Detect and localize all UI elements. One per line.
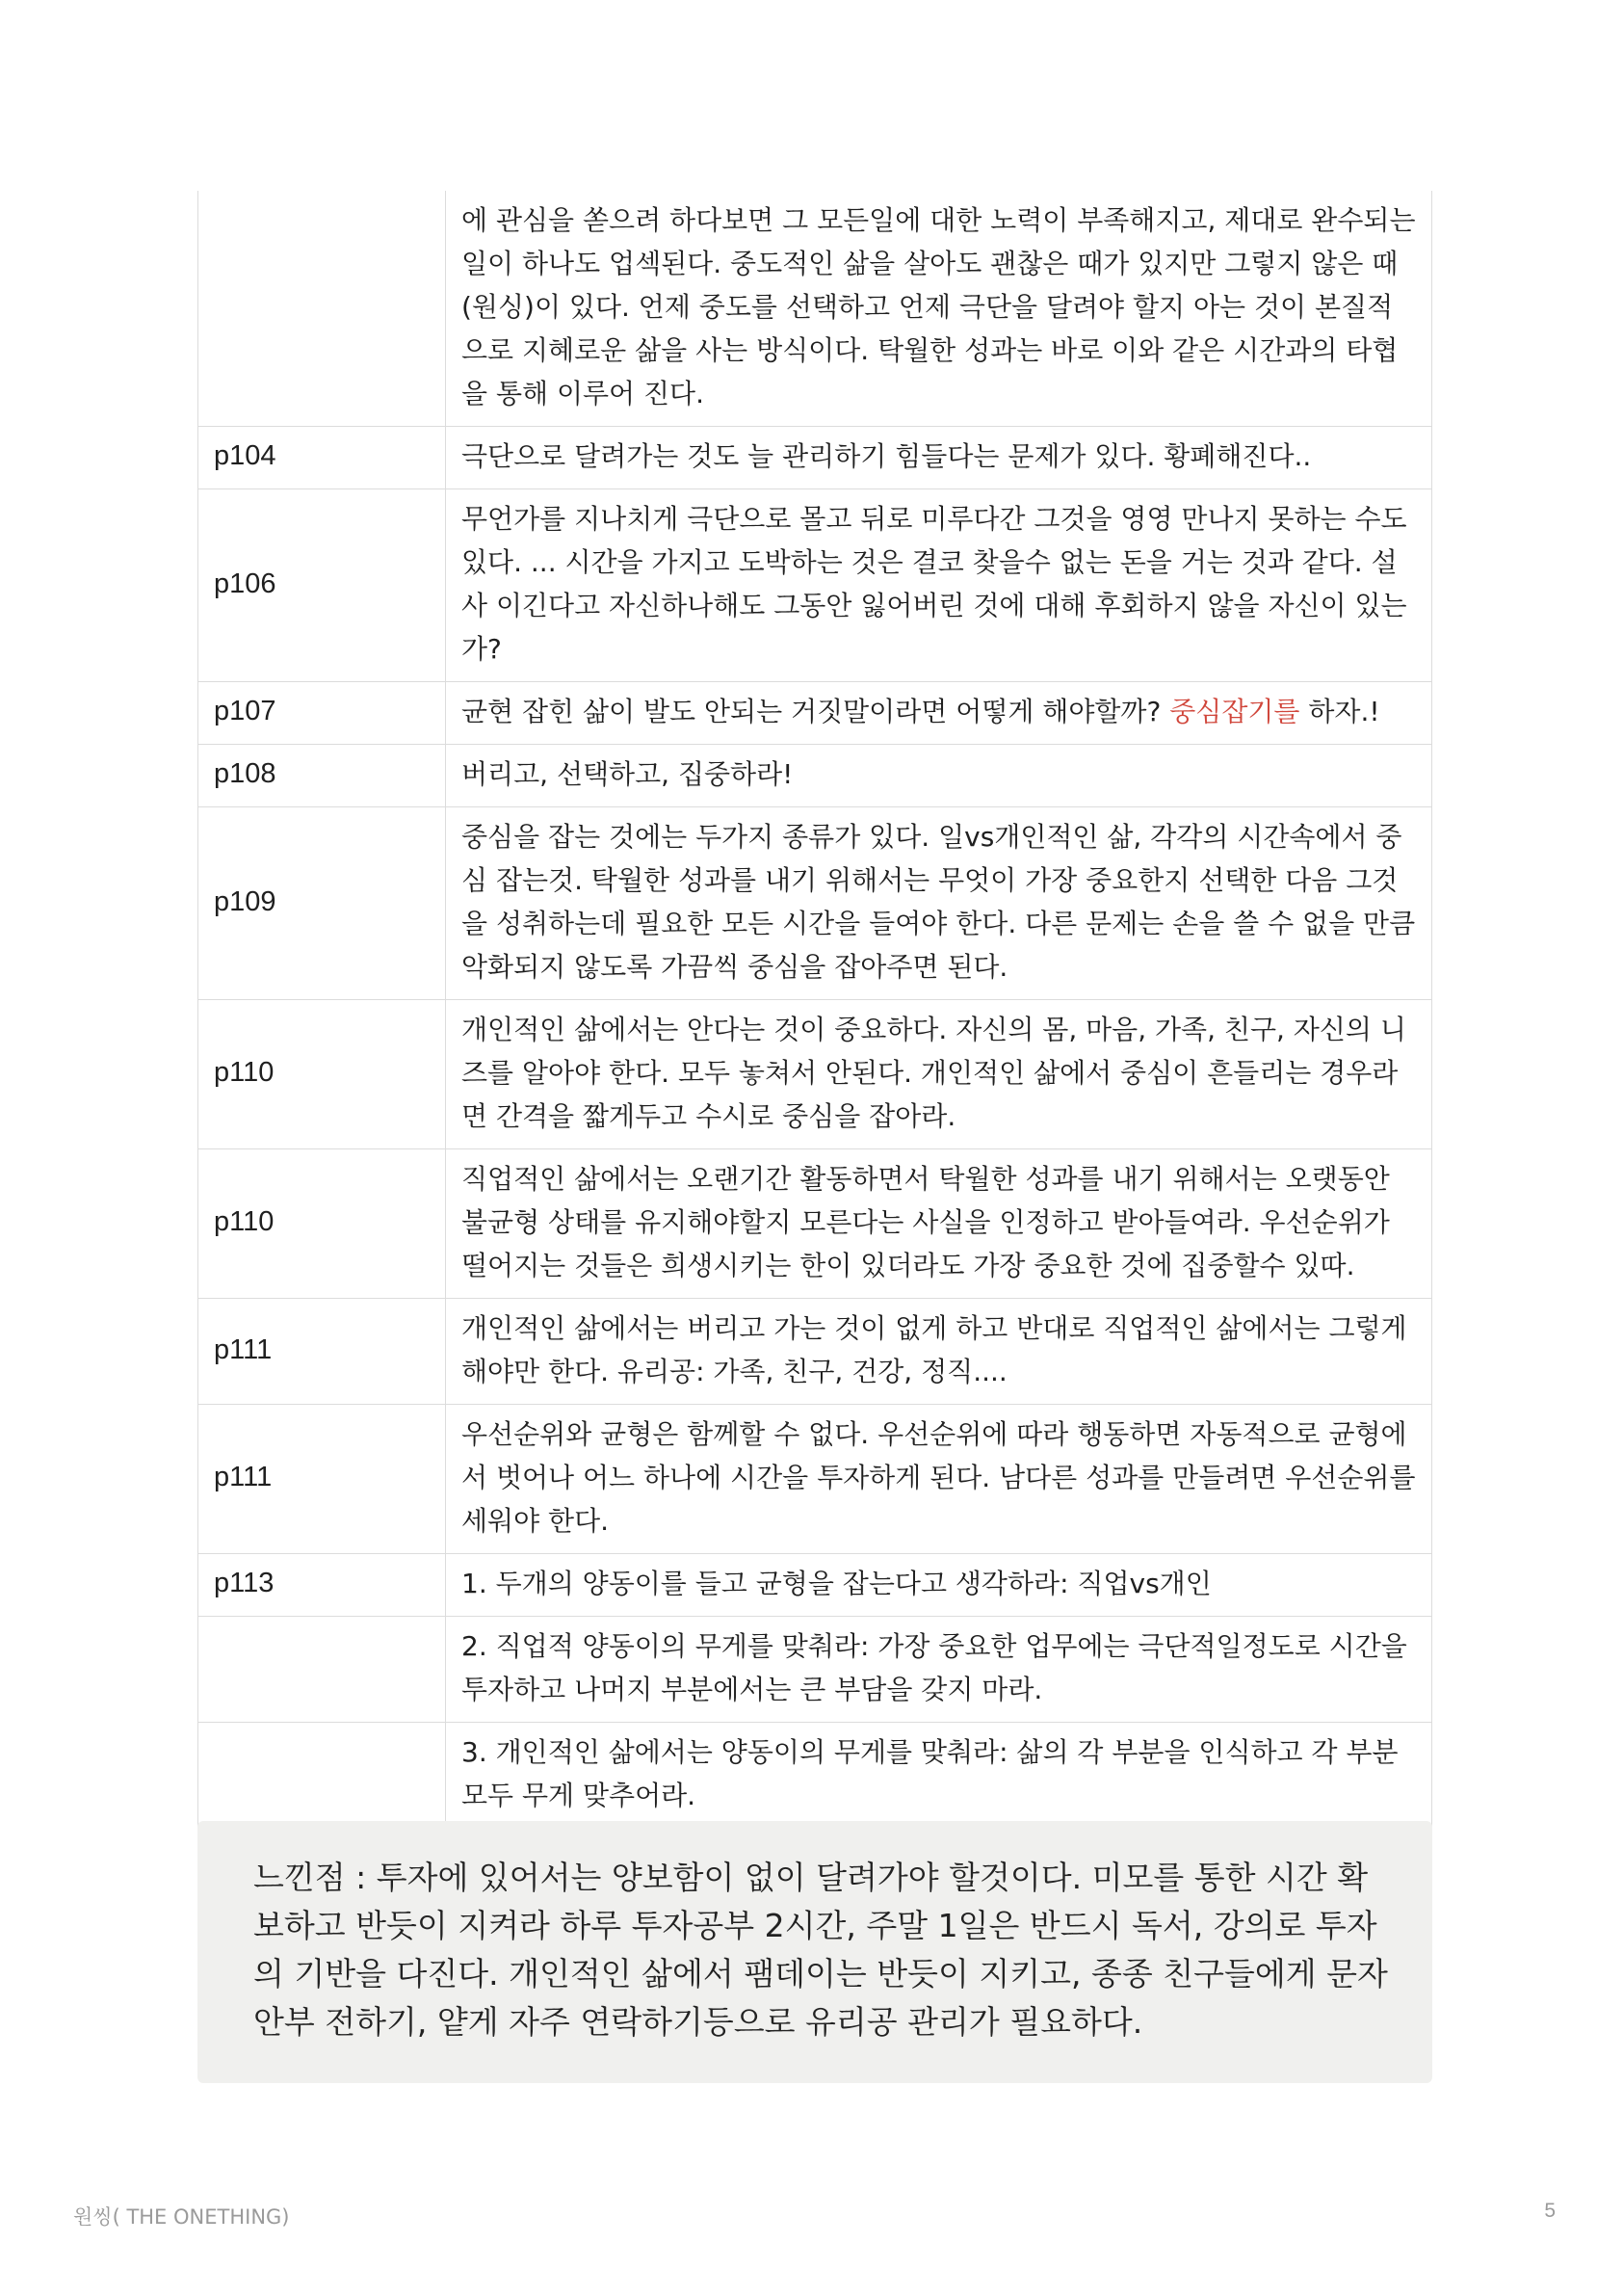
table-row: [198, 489, 1432, 682]
note-cell: 우선순위와 균형은 함께할 수 없다. 우선순위에 따라 행동하면 자동적으로 균형에서 벗어나 어느 하나에 시간을 투자하게 된다. 남다른 성과를 만들려면 우선순위를 세워야 한다.: [446, 1405, 1432, 1554]
page-ref-cell: p106: [198, 489, 446, 682]
page-ref-cell: [198, 1723, 446, 1829]
note-cell: 중심을 잡는 것에는 두가지 종류가 있다. 일vs개인적인 삶, 각각의 시간속에서 중심 잡는것. 탁월한 성과를 내기 위해서는 무엇이 가장 중요한지 선택한 다음 그것을 성취하는데 필요한 모든 시간을 들여야 한다. 다른 문제는 손을 쓸 수 없을 만큼 악화되지 않도록 가끔씩 중심을 잡아주면 된다.: [446, 807, 1432, 1000]
note-cell: 1. 두개의 양동이를 들고 균형을 잡는다고 생각하라: 직업vs개인: [446, 1554, 1432, 1617]
note-cell: 개인적인 삶에서는 안다는 것이 중요하다. 자신의 몸, 마음, 가족, 친구, 자신의 니즈를 알아야 한다. 모두 놓쳐서 안된다. 개인적인 삶에서 중심이 흔들리는 경우라면 간격을 짧게두고 수시로 중심을 잡아라.: [446, 1000, 1432, 1149]
note-cell: 무언가를 지나치게 극단으로 몰고 뒤로 미루다간 그것을 영영 만나지 못하는 수도 있다. ... 시간을 가지고 도박하는 것은 결코 찾을수 없는 돈을 거는 것과 같다. 설사 이긴다고 자신하나해도 그동안 잃어버린 것에 대해 후회하지 않을 자신이 있는가?: [446, 489, 1432, 682]
table-row: [198, 1617, 1432, 1723]
page-ref-cell: p104: [198, 427, 446, 489]
table-row: [198, 191, 1432, 427]
table-row: [198, 1723, 1432, 1829]
note-cell: 에 관심을 쏟으려 하다보면 그 모든일에 대한 노력이 부족해지고, 제대로 완수되는 일이 하나도 업섹된다. 중도적인 삶을 살아도 괜찮은 때가 있지만 그렇지 않은 때(원싱)이 있다. 언제 중도를 선택하고 언제 극단을 달려야 할지 아는 것이 본질적으로 지혜로운 삶을 사는 방식이다. 탁월한 성과는 바로 이와 같은 시간과의 타협을 통해 이루어 진다.: [446, 191, 1432, 427]
notes-table: [197, 191, 1432, 1829]
table-row: [198, 1299, 1432, 1405]
footer-document-title: 원씽( THE ONETHING): [73, 2205, 290, 2229]
page-ref-cell: p108: [198, 745, 446, 807]
note-cell: 개인적인 삶에서는 버리고 가는 것이 없게 하고 반대로 직업적인 삶에서는 그렇게 해야만 한다. 유리공: 가족, 친구, 건강, 정직....: [446, 1299, 1432, 1405]
note-cell: 2. 직업적 양동이의 무게를 맞춰라: 가장 중요한 업무에는 극단적일정도로 시간을 투자하고 나머지 부분에서는 큰 부담을 갖지 마라.: [446, 1617, 1432, 1723]
page-ref-cell: p110: [198, 1000, 446, 1149]
page-ref-cell: p107: [198, 682, 446, 745]
footer-page-number: 5: [1544, 2200, 1556, 2222]
note-cell: 3. 개인적인 삶에서는 양동이의 무게를 맞춰라: 삶의 각 부분을 인식하고 각 부분 모두 무게 맞추어라.: [446, 1723, 1432, 1829]
page-ref-cell: p113: [198, 1554, 446, 1617]
page-ref-cell: p110: [198, 1149, 446, 1299]
table-row: [198, 1554, 1432, 1617]
note-text: 균현 잡힌 삶이 발도 안되는 거짓말이라면 어떻게 해야할까?: [461, 696, 1170, 727]
page-ref-cell: p111: [198, 1405, 446, 1554]
note-cell: 버리고, 선택하고, 집중하라!: [446, 745, 1432, 807]
page-ref-cell: p111: [198, 1299, 446, 1405]
page-ref-cell: [198, 191, 446, 427]
table-row: [198, 807, 1432, 1000]
table-row: [198, 427, 1432, 489]
reflection-callout: 느낀점 : 투자에 있어서는 양보함이 없이 달려가야 할것이다. 미모를 통한 시간 확보하고 반듯이 지켜라 하루 투자공부 2시간, 주말 1일은 반드시 독서, 강의로 투자의 기반을 다진다. 개인적인 삶에서 팸데이는 반듯이 지키고, 종종 친구들에게 문자안부 전하기, 얕게 자주 연락하기등으로 유리공 관리가 필요하다.: [197, 1821, 1432, 2083]
note-cell: [446, 682, 1432, 745]
note-text: 하자.!: [1299, 696, 1380, 727]
note-cell: 극단으로 달려가는 것도 늘 관리하기 힘들다는 문제가 있다. 황폐해진다..: [446, 427, 1432, 489]
page-ref-cell: [198, 1617, 446, 1723]
table-row: [198, 682, 1432, 745]
table-row: [198, 745, 1432, 807]
highlighted-text: 중심잡기를: [1169, 696, 1300, 727]
table-row: [198, 1149, 1432, 1299]
note-cell: 직업적인 삶에서는 오랜기간 활동하면서 탁월한 성과를 내기 위해서는 오랫동안 불균형 상태를 유지해야할지 모른다는 사실을 인정하고 받아들여라. 우선순위가 떨어지는 것들은 희생시키는 한이 있더라도 가장 중요한 것에 집중할수 있따.: [446, 1149, 1432, 1299]
table-row: [198, 1405, 1432, 1554]
page-ref-cell: p109: [198, 807, 446, 1000]
table-row: [198, 1000, 1432, 1149]
